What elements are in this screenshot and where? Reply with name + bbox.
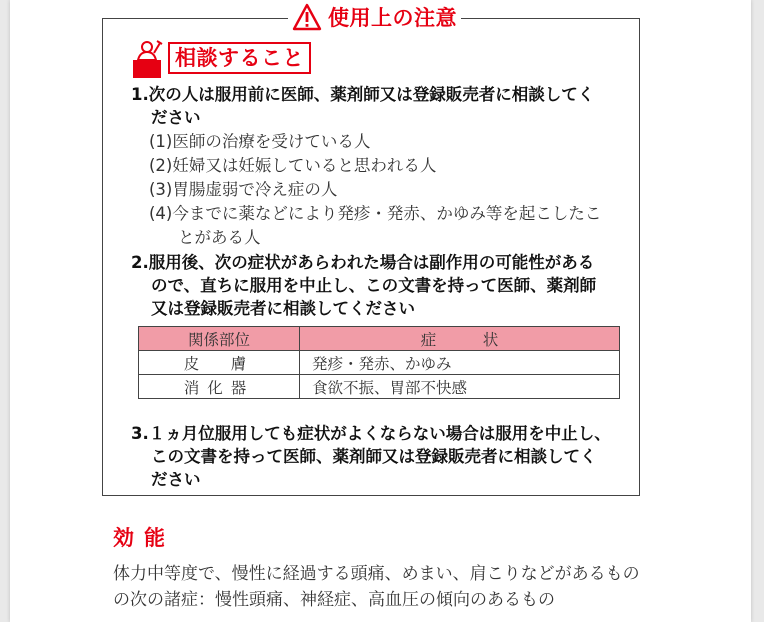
table-cell-symptom: 発疹・発赤、かゆみ	[300, 351, 620, 375]
item1-subitem: (4)今までに薬などにより発疹・発赤、かゆみ等を起こしたこ	[149, 204, 602, 223]
header-body-part: 関係部位	[139, 327, 300, 351]
efficacy-line2: の次の諸症：慢性頭痛、神経症、高血圧の傾向のあるもの	[113, 590, 555, 610]
item3-line1: 3.１ヵ月位服用しても症状がよくならない場合は服用を中止し、	[131, 424, 611, 443]
table-row	[139, 351, 620, 375]
item2-line2: ので、直ちに服用を中止し、この文書を持って医師、薬剤師	[151, 276, 597, 295]
efficacy-line1: 体力中等度で、慢性に経過する頭痛、めまい、肩こりなどがあるもの	[113, 564, 640, 584]
symptom-table	[138, 326, 620, 399]
caution-title-text: 使用上の注意	[328, 6, 457, 30]
consult-label: 相談すること	[168, 42, 311, 74]
table-cell-part: 皮 膚	[139, 351, 300, 375]
item1-heading-line2: ださい	[151, 108, 201, 127]
warning-icon	[292, 3, 322, 31]
item1-subitem: (2)妊婦又は妊娠していると思われる人	[149, 156, 437, 175]
consult-heading	[130, 38, 311, 78]
caution-title	[288, 2, 461, 32]
header-symptom: 症 状	[300, 327, 620, 351]
table-row	[139, 375, 620, 399]
table-cell-symptom: 食欲不振、胃部不快感	[300, 375, 620, 399]
item1-subitem-continued: とがある人	[178, 228, 261, 247]
symptom-table-header	[139, 327, 620, 351]
item2-line1: 2.服用後、次の症状があらわれた場合は副作用の可能性がある	[131, 253, 595, 272]
item1-subitem: (3)胃腸虚弱で冷え症の人	[149, 180, 338, 199]
consult-person-icon	[130, 38, 164, 78]
efficacy-heading: 効能	[113, 526, 175, 550]
table-cell-part: 消化器	[139, 375, 300, 399]
item1-subitem: (1)医師の治療を受けている人	[149, 132, 371, 151]
item1-heading-line1: 1.次の人は服用前に医師、薬剤師又は登録販売者に相談してく	[131, 85, 595, 104]
item3-line2: この文書を持って医師、薬剤師又は登録販売者に相談してく	[151, 447, 597, 466]
item2-line3: 又は登録販売者に相談してください	[151, 299, 415, 318]
item3-line3: ださい	[151, 470, 201, 489]
